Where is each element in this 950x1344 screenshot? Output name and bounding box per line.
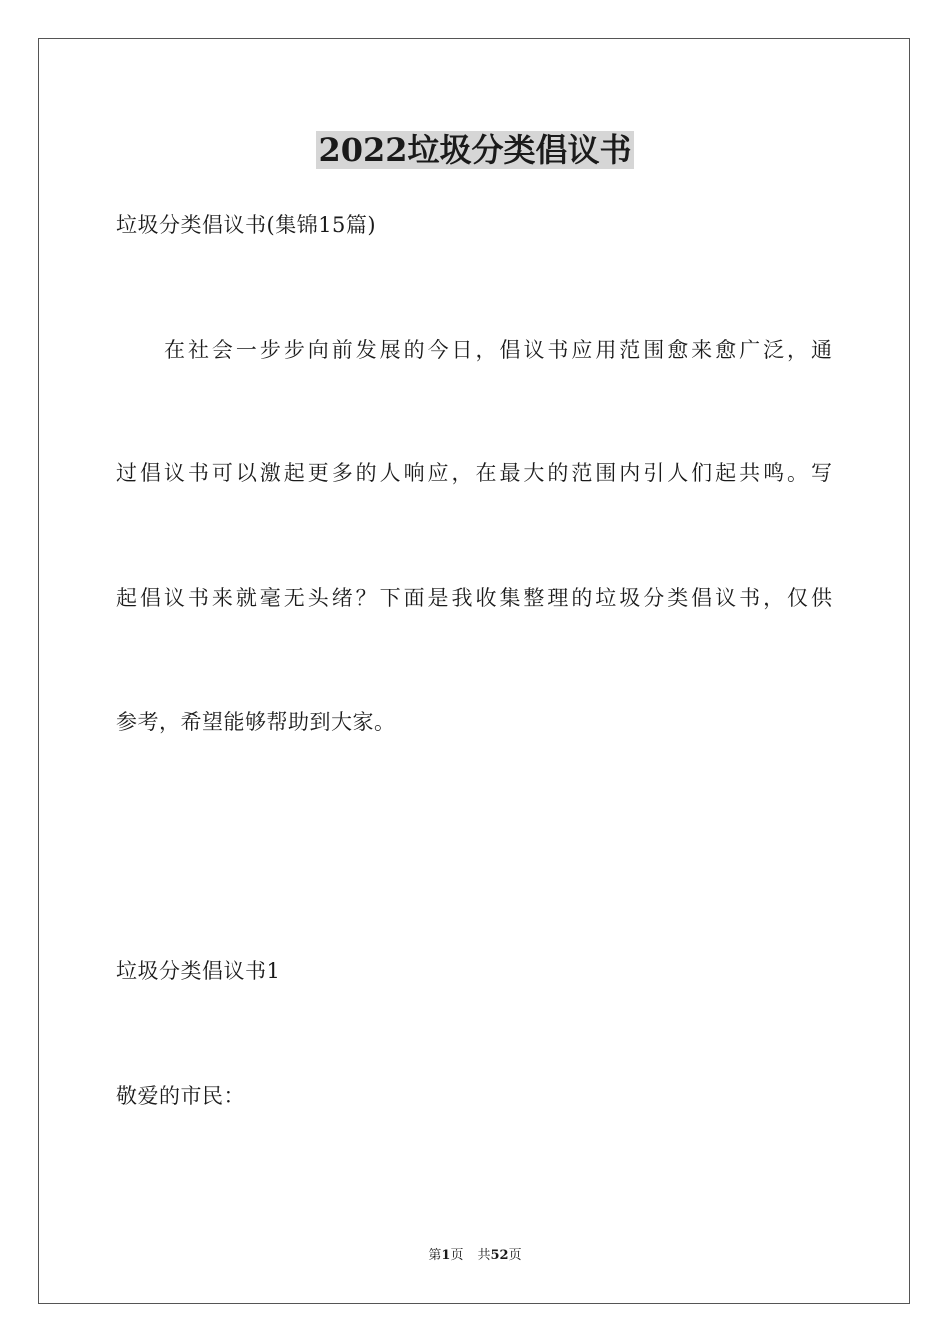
intro-line-4: 参考，希望能够帮助到大家。 [116, 710, 396, 734]
footer-total-pages: 52 [490, 1248, 509, 1263]
document-subtitle: 垃圾分类倡议书(集锦15篇) [116, 213, 377, 237]
intro-line-1: 在社会一步步向前发展的今日，倡议书应用范围愈来愈广泛，通 [164, 338, 832, 362]
intro-line-3: 起倡议书来就毫无头绪？下面是我收集整理的垃圾分类倡议书，仅供 [116, 586, 832, 610]
document-title [0, 128, 950, 172]
footer-total-prefix: 共 [477, 1248, 491, 1263]
footer-total-suffix: 页 [508, 1248, 522, 1263]
intro-line-2: 过倡议书可以激起更多的人响应，在最大的范围内引人们起共鸣。写 [116, 461, 832, 485]
footer-page-suffix: 页 [450, 1248, 464, 1263]
page-footer [0, 1246, 950, 1266]
document-title-text: 2022垃圾分类倡议书 [318, 131, 632, 169]
section-heading: 垃圾分类倡议书1 [116, 959, 281, 983]
footer-page-number: 1 [441, 1248, 451, 1263]
footer-page-prefix: 第 [428, 1248, 442, 1263]
salutation: 敬爱的市民： [116, 1084, 245, 1108]
